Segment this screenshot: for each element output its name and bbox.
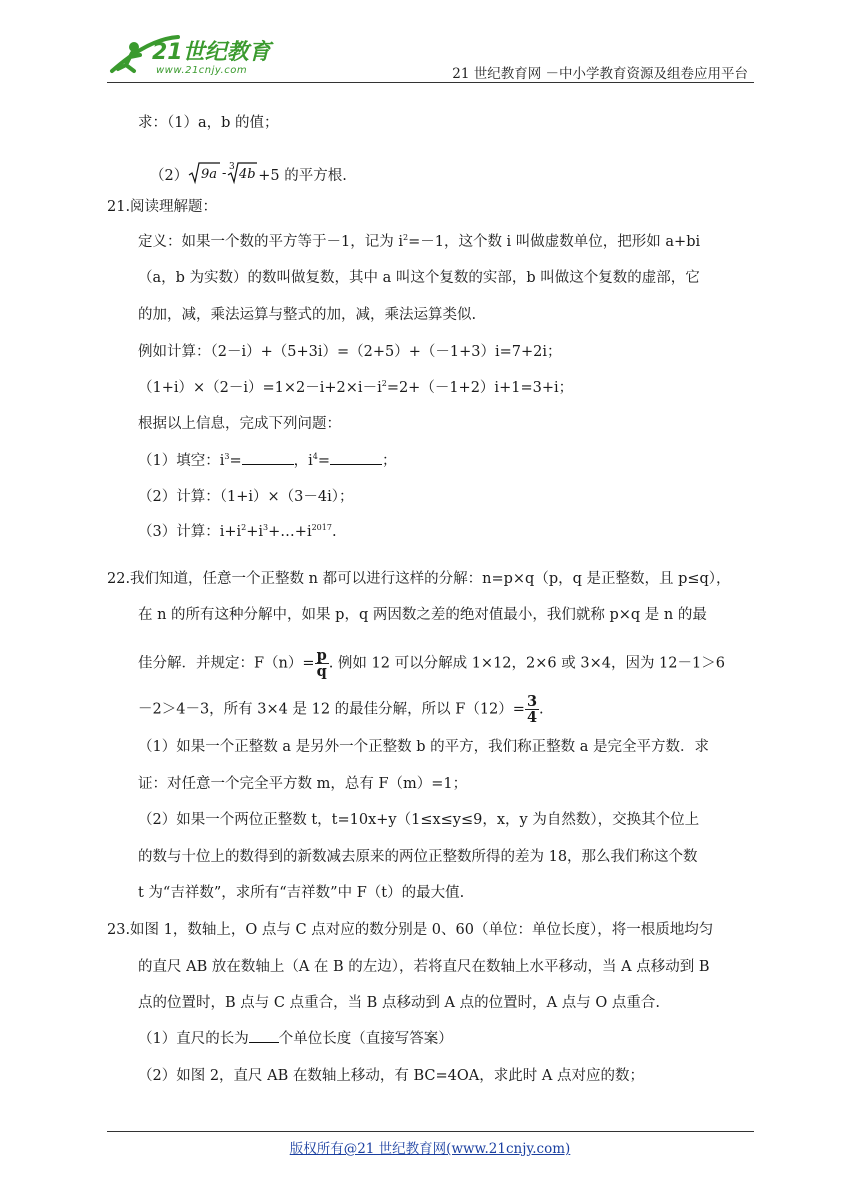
superscript: 2017 [311, 523, 332, 532]
fraction-3-over-4 [525, 694, 539, 725]
q21-def-text-b: =－1，这个数 i 叫做虚数单位，把形如 a+bi [408, 234, 701, 250]
logo-url-text: www.21cnjy.com [156, 65, 248, 76]
q21-ex2-text-a: （1+i）×（2－i）=1×2－i+2×i－i [138, 380, 382, 396]
logo-text: 21世纪教育 [152, 40, 271, 65]
q21-ex2-text-b: =2+（－1+2）i+1=3+i； [386, 380, 574, 396]
q21-p1-text-d: = [317, 453, 331, 469]
fraction-numerator: 3 [526, 693, 538, 710]
q21-p3-period: . [331, 524, 337, 540]
q22-line3 [138, 648, 725, 679]
q22-line4 [138, 694, 544, 725]
q23-l4-text-b: 个单位长度（直接写答案） [278, 1031, 453, 1047]
q21-definition-line3: 的加，减，乘法运算与整式的加，减，乘法运算类似. [138, 307, 477, 323]
q23-l4-text-a: （1）直尺的长为 [138, 1031, 249, 1047]
q21-def-text-a: 定义：如果一个数的平方等于－1，记为 i [138, 234, 403, 250]
footer-copyright-link[interactable]: 版权所有@21 世纪教育网(www.21cnjy.com) [289, 1141, 571, 1157]
superscript: 2 [241, 523, 247, 532]
q20-part2-suffix: +5 的平方根. [258, 168, 347, 184]
q21-p1-text-c: ，i [293, 453, 313, 469]
q20-line2 [150, 160, 347, 192]
q21-example2 [138, 378, 573, 398]
q21-p1-text-a: （1）填空：i [138, 453, 225, 469]
superscript: 4 [312, 452, 318, 461]
svg-text:-: - [222, 166, 227, 181]
q21-part2: （2）计算：（1+i）×（3－4i）； [138, 489, 354, 505]
fraction-denominator: 4 [526, 709, 538, 726]
superscript: 2 [402, 233, 409, 242]
q21-p3-text-a: （3）计算：i+i [138, 524, 242, 540]
q21-definition-line1 [138, 232, 700, 252]
q22-l4-text-b: . [539, 701, 544, 718]
q21-intro: 根据以上信息，完成下列问题： [138, 416, 341, 432]
q21-example1: 例如计算：（2－i）+（5+3i）=（2+5）+（－1+3）i=7+2i； [138, 344, 562, 360]
superscript: 3 [263, 523, 269, 532]
site-logo [108, 33, 288, 81]
q20-line1: 求：（1）a，b 的值； [138, 115, 279, 131]
q21-p1-text-e: ； [382, 453, 397, 469]
q23-line3: 点的位置时，B 点与 C 点重合，当 B 点移动到 A 点的位置时，A 点与 O 点重合. [138, 995, 660, 1011]
q20-part2-label: （2） [150, 168, 189, 184]
answer-blank [330, 452, 382, 465]
superscript: 2 [381, 379, 387, 388]
q22-line7: （2）如果一个两位正整数 t，t=10x+y（1≤x≤y≤9，x，y 为自然数），交换其个位上 [138, 812, 700, 828]
svg-text:9a: 9a [201, 167, 218, 182]
superscript: 3 [224, 452, 230, 461]
q22-l4-text-a: －2＞4－3，所有 3×4 是 12 的最佳分解，所以 F（12）= [138, 701, 525, 718]
radical-expression-image [188, 160, 258, 192]
q22-line1: 22.我们知道，任意一个正整数 n 都可以进行这样的分解：n=p×q（p，q 是正整数，且 p≤q）， [107, 571, 731, 587]
header-title: 21 世纪教育网 －中小学教育资源及组卷应用平台 [452, 66, 748, 82]
fraction-numerator: p [316, 647, 327, 664]
q23-line1: 23.如图 1，数轴上，O 点与 C 点对应的数分别是 0、60（单位：单位长度），将一根质地均匀 [107, 922, 714, 938]
q21-p1-text-b: = [229, 453, 242, 469]
q23-line5: （2）如图 2，直尺 AB 在数轴上移动，有 BC=4OA，求此时 A 点对应的数； [138, 1068, 644, 1084]
q22-line6: 证：对任意一个完全平方数 m，总有 F（m）=1； [138, 776, 468, 792]
q23-line2: 的直尺 AB 放在数轴上（A 在 B 的左边），若将直尺在数轴上水平移动，当 A 点移动到 B [138, 959, 710, 975]
fraction-p-over-q [315, 648, 329, 679]
q22-l3-text-a: 佳分解．并规定：F（n）= [138, 655, 315, 672]
answer-blank [249, 1030, 279, 1043]
q21-part3 [138, 522, 337, 542]
svg-text:4b: 4b [239, 167, 256, 182]
q22-line8: 的数与十位上的数得到的新数减去原来的两位正整数所得的差为 18，那么我们称这个数 [138, 849, 698, 865]
q22-line2: 在 n 的所有这种分解中，如果 p，q 两因数之差的绝对值最小，我们就称 p×q 是 n 的最 [138, 607, 707, 623]
header-divider [107, 82, 754, 83]
q22-line5: （1）如果一个正整数 a 是另外一个正整数 b 的平方，我们称正整数 a 是完全平方数．求 [138, 739, 709, 755]
q23-line4 [138, 1029, 453, 1049]
q21-title: 21.阅读理解题： [107, 199, 218, 215]
q22-line9: t 为“吉祥数”，求所有“吉祥数”中 F（t）的最大值. [138, 885, 465, 901]
fraction-denominator: q [316, 663, 327, 680]
q21-part1 [138, 451, 397, 471]
svg-text:3: 3 [229, 162, 235, 172]
q21-p3-text-c: +…+i [268, 524, 312, 540]
q21-definition-line2: （a，b 为实数）的数叫做复数，其中 a 叫这个复数的实部，b 叫做这个复数的虚部，它 [138, 270, 700, 286]
q22-l3-text-b: . 例如 12 可以分解成 1×12，2×6 或 3×4，因为 12－1＞6 [328, 655, 725, 672]
answer-blank [242, 452, 294, 465]
q21-p3-text-b: +i [246, 524, 264, 540]
footer-divider [107, 1131, 754, 1132]
